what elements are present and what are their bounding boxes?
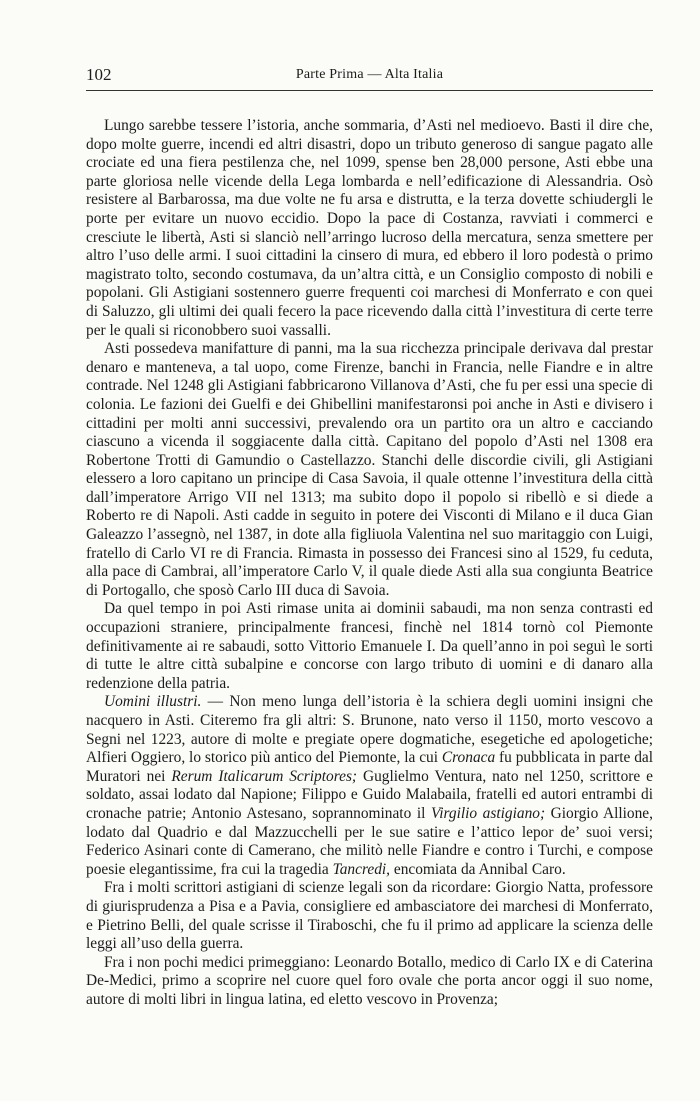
paragraph-text: Lungo sarebbe tessere l’istoria, anche sommaria, d’Asti nel medioevo. Basti il dire che, dopo molte guerre, incendi ed altri disastri, dopo un tributo generoso di sangue pagato alle crociate ed una fiera pestilenza che, nel 1099, spense ben 28,000 persone, Asti ebbe una parte gloriosa nelle vicende della Lega lombarda e nell’edificazione di Alessandria. Osò resistere al Barbarossa, ma due volte ne fu arsa e distrutta, e la terza dovette schiudergli le porte per evitare un nuovo eccidio. Dopo la pace di Costanza, ravviati i commerci e cresciute le libertà, Asti si slanciò nell’arringo lucroso della mercatura, senza smettere per altro l’uso delle armi. I suoi cittadini la cinsero di mura, ed ebbero il loro podestà o primo magistrato tolto, secondo costumava, da un’altra città, e un Consiglio composto di nobili e popolani. Gli Astigiani sostennero guerre frequenti coi marchesi di Monferrato e con quei di Saluzzo, gli ultimi dei quali fecero la pace ricevendo dalla città l’investitura di certe terre per le quali si riconobbero suoi vassalli. <box>86 117 653 339</box>
paragraph <box>86 879 653 953</box>
page-number: 102 <box>86 65 112 84</box>
paragraph-text: Fra i non pochi medici primeggiano: Leonardo Botallo, medico di Carlo IX e di Caterina De-Medici, primo a scoprire nel cuore quel foro ovale che porta ancor oggi il suo nome, autore di molti libri in lingua latina, ed eletto vescovo in Provenza; <box>86 953 653 1008</box>
italic-text: Uomini illustri. <box>104 693 202 711</box>
paragraph <box>86 954 653 1010</box>
italic-text: Cronaca <box>441 749 496 767</box>
paragraph-text: Asti possedeva manifatture di panni, ma la sua ricchezza principale derivava dal prestar denaro e manteneva, a tal uopo, come Firenze, banchi in Francia, nelle Fiandre e in altre contrade. Nel 1248 gli Astigiani fabbricarono Villanova d’Asti, che fu per essi una specie di colonia. Le fazioni dei Guelfi e dei Ghibellini manifestaronsi poi anche in Asti e divisero i cittadini per molti anni successivi, prevalendo ora un partito ora un altro e cacciando ciascuno a vicenda il soggiacente dalla città. Capitano del popolo d’Asti nel 1308 era Robertone Trotti di Gamundio o Castellazzo. Stanchi delle discordie civili, gli Astigiani elessero a loro capitano un principe di Casa Savoia, il quale ottenne l’investitura della città dall’imperatore Arrigo VII nel 1313; ma subito dopo il popolo si ribellò e si diede a Roberto re di Napoli. Asti cadde in seguito in potere dei Visconti di Milano e il duca Gian Galeazzo l’assegnò, nel 1387, in dote alla figliuola Valentina nel suo maritaggio con Luigi, fratello di Carlo VI re di Francia. Rimasta in possesso dei Francesi sino al 1529, fu ceduta, alla pace di Cambrai, all’imperatore Carlo V, il quale diede Asti alla sua congiunta Beatrice di Portogallo, che sposò Carlo III duca di Savoia. <box>86 340 653 599</box>
paragraph-text: Guglielmo Ventura, nato nel 1250, scrittore e soldato, assai lodato dal Napione; Filippo e Guido Malabaila, fratelli ed autori entrambi di cronache patrie; Antonio Astesano, soprannominato il <box>86 767 653 822</box>
italic-text: Tancredi, <box>332 860 391 878</box>
paragraph <box>86 340 653 600</box>
paragraph-text: Fra i molti scrittori astigiani di scienze legali son da ricordare: Giorgio Natta, professore di giurisprudenza a Pisa e a Pavia, consigliere ed ambasciatore dei marchesi di Monferrato, e Pietrino Belli, del quale scrisse il Tiraboschi, che fu il primo ad applicare la scienza delle leggi all’uso della guerra. <box>86 879 653 953</box>
paragraph-text: — Non meno lunga dell’istoria è la schiera degli uomini insigni che nacquero in Asti. Citeremo fra gli altri: S. Brunone, nato verso il 1150, morto vescovo a Segni nel 1223, autore di molte e pregiate opere dogmatiche, esegetiche ed apologetiche; Alfieri Oggiero, lo storico più antico del Piemonte, la cui <box>86 693 653 767</box>
italic-text: Virgilio astigiano; <box>430 804 546 822</box>
italic-text: Rerum Italicarum Scriptores; <box>171 767 358 785</box>
page-header <box>86 64 653 91</box>
paragraph-text: Da quel tempo in poi Asti rimase unita ai dominii sabaudi, ma non senza contrasti ed occupazioni straniere, principalmente francesi, finchè nel 1814 tornò col Piemonte definitivamente ai re sabaudi, sotto Vittorio Emanuele I. Da quell’anno in poi seguì le sorti di tutte le altre città subalpine e concorse con largo tributo di uomini e di danaro alla redenzione della patria. <box>86 600 653 692</box>
paragraph-text: encomiata da Annibal Caro. <box>390 860 566 878</box>
running-head: Parte Prima — Alta Italia <box>295 67 444 82</box>
paragraph-text: fu pubblicata in parte dal Muratori nei <box>86 749 653 785</box>
paragraph <box>86 693 653 879</box>
body-text <box>86 117 653 1010</box>
paragraph <box>86 600 653 693</box>
paragraph <box>86 117 653 340</box>
paragraph-text: Giorgio Allione, lodato dal Quadrio e dal Mazzucchelli per le sue satire e l’attico lepor de’ suoi versi; Federico Asinari conte di Camerano, che militò nelle Fiandre e contro i Turchi, e compose poesie elegantissime, fra cui la tragedia <box>86 804 653 878</box>
